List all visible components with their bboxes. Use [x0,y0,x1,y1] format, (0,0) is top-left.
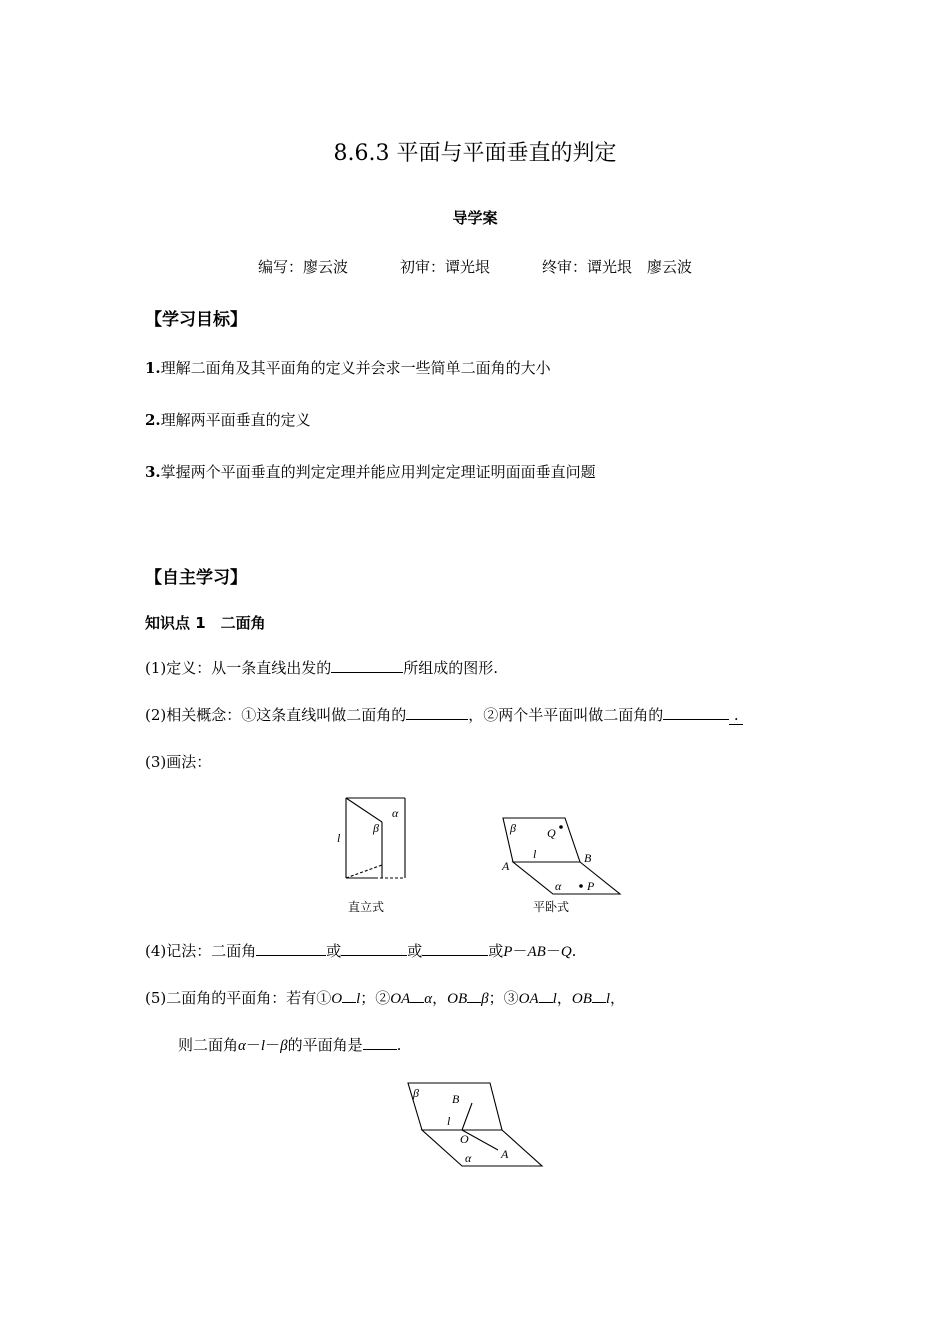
q5-l: l [605,991,611,1007]
q4-p: P [503,944,513,960]
q5b-beta: β [280,1038,288,1054]
q5-comma: ， [432,989,448,1007]
objective-num: 2. [145,411,161,429]
label-a: A [501,1147,509,1161]
fill-blank[interactable] [406,705,468,720]
knowledge-point-title: 知识点 1 二面角 [145,614,266,632]
q4-or: 或 [407,942,423,960]
author-final-review: 终审：谭光垠 廖云波 [542,258,693,276]
label-alpha: α [392,806,399,820]
fill-blank[interactable] [363,1035,397,1050]
ray-ob [462,1103,472,1130]
q5-ob: OB [447,991,468,1007]
objective-text: 掌握两个平面垂直的判定定理并能应用判定定理证明面面垂直问题 [160,463,596,481]
q4-pre: (4)记法：二面角 [145,942,257,960]
plane-beta [408,1083,502,1130]
fill-blank[interactable] [422,941,488,956]
self-study-heading: 【自主学习】 [145,568,247,588]
q4-q: Q [560,944,572,960]
figure-caption: 直立式 [348,900,385,914]
fill-blank[interactable] [467,988,481,1003]
q5-comma: ， [610,989,626,1007]
authors-line [0,256,950,277]
label-a: A [502,859,510,873]
label-alpha: α [555,879,562,893]
q5-oa: OA [518,991,539,1007]
q5-oa: OA [390,991,411,1007]
fill-blank[interactable] [539,988,553,1003]
question-5-line-2 [178,1034,401,1055]
q5b-l: l [260,1038,266,1054]
q4-ab: AB [527,944,546,960]
label-b: B [452,1092,460,1106]
label-beta: β [373,821,379,835]
fill-blank[interactable] [331,658,403,673]
fill-blank[interactable] [663,705,729,720]
q1-post: 所组成的图形. [403,659,499,677]
label-beta: β [510,821,516,835]
fill-blank[interactable] [341,941,407,956]
objective-text: 理解二面角及其平面角的定义并会求一些简单二面角的大小 [160,359,551,377]
q5-sep: ；③ [488,989,519,1007]
label-q: Q [547,826,556,840]
page-title: 8.6.3 平面与平面垂直的判定 [333,141,617,166]
q5-o: O [331,991,343,1007]
figure-plane-angle [400,1075,550,1175]
label-p: P [587,879,595,893]
fill-blank[interactable] [342,988,356,1003]
q5b-alpha: α [238,1038,246,1054]
fill-blank[interactable] [592,988,606,1003]
label-alpha: α [465,1151,472,1165]
plane-alpha [513,862,620,894]
author-writer: 编写：廖云波 [257,258,348,276]
q5b-end: . [396,1036,402,1054]
objective-item [145,409,311,430]
q4-minus: － [512,942,528,960]
q5-beta: β [481,991,489,1007]
question-1 [145,657,498,678]
q2-pre: (2)相关概念：①这条直线叫做二面角的 [145,706,407,724]
question-3: (3)画法： [145,753,212,771]
author-first-review: 初审：谭光垠 [399,258,490,276]
objective-num: 3. [145,463,161,481]
fill-blank[interactable] [410,988,424,1003]
fill-blank[interactable] [256,941,326,956]
q5-l: l [356,991,361,1007]
point-p [579,884,583,888]
q5-sep: ；② [360,989,391,1007]
q5-comma: ， [556,989,572,1007]
label-l: l [337,831,341,845]
objective-text: 理解两平面垂直的定义 [160,411,311,429]
objective-item [145,357,551,378]
question-5 [145,987,625,1008]
plane-beta-top-edge [346,798,382,822]
figure-caption: 平卧式 [533,900,570,914]
point-q [559,825,563,829]
figure-vertical-dihedral [330,790,420,920]
plane-alpha [422,1130,542,1166]
figure-horizontal-dihedral [495,810,635,920]
label-b: B [584,851,592,865]
label-l: l [533,847,537,861]
q5-alpha: α [424,991,433,1007]
q5b-post: 的平面角是 [287,1036,363,1054]
label-beta: β [413,1086,419,1100]
q2-mid: ，②两个半平面叫做二面角的 [468,706,664,724]
q5b-pre: 则二面角 [178,1036,239,1054]
objective-item [145,461,596,482]
q4-minus: － [545,942,561,960]
plane-beta-hidden-edge [346,865,382,878]
question-2 [145,704,743,725]
q4-or: 或 [488,942,504,960]
objectives-heading: 【学习目标】 [145,310,247,330]
page-subtitle: 导学案 [452,209,498,227]
question-4 [145,940,576,961]
q5-pre: (5)二面角的平面角：若有① [145,989,332,1007]
label-l: l [447,1114,451,1128]
objective-num: 1. [145,359,161,377]
q2-post: . [729,706,743,725]
q4-or: 或 [326,942,342,960]
label-o: O [460,1132,469,1146]
q4-end: . [571,942,577,960]
q5b-minus: － [265,1036,281,1054]
q1-pre: (1)定义：从一条直线出发的 [145,659,332,677]
q5-ob: OB [571,991,592,1007]
q5b-minus: － [245,1036,261,1054]
q5-l: l [552,991,557,1007]
